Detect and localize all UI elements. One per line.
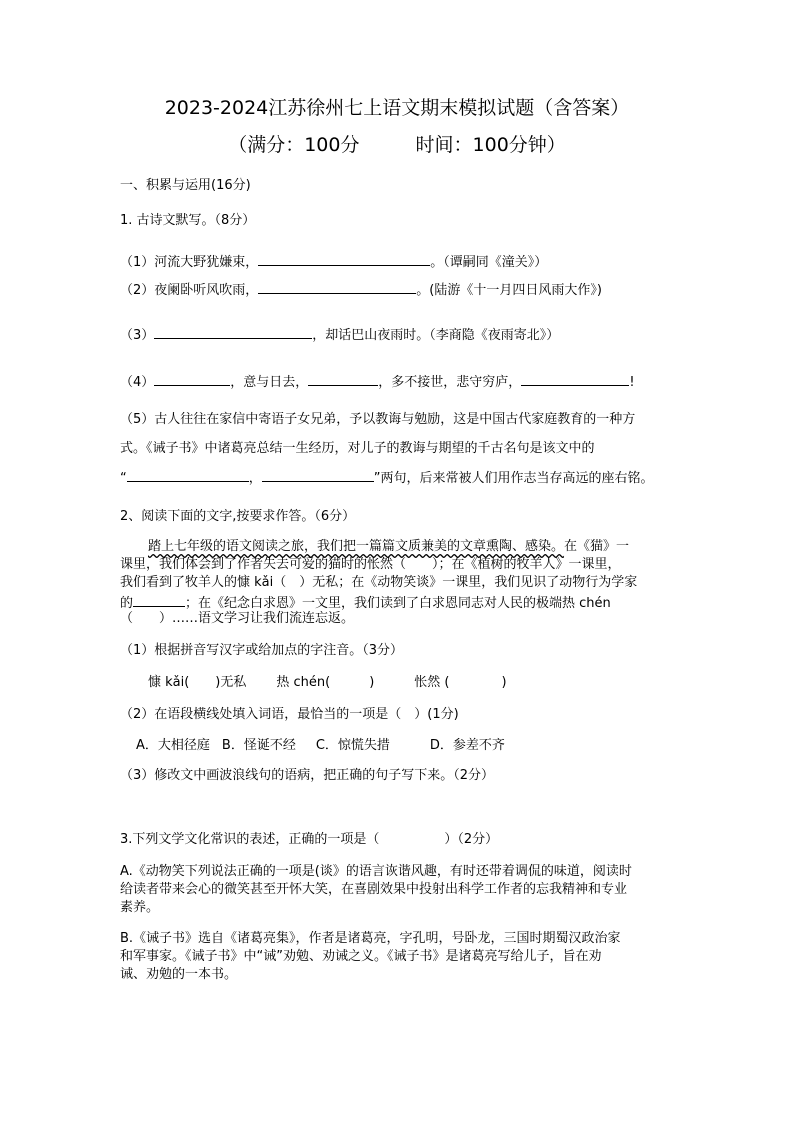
answer-blank[interactable] bbox=[154, 325, 312, 339]
wavy-sentence: 踏上七年级的语文阅读之旅，我们把一篇篇文质兼美的文章熏陶、感染。 bbox=[148, 539, 565, 554]
q1-item-2: （2）夜阑卧听风吹雨， 。(陆游《十一月四日风雨大作》) bbox=[120, 280, 602, 299]
time-limit: 时间：100分钟） bbox=[415, 134, 566, 156]
q1-item-3: （3） ，却话巴山夜雨时。（李商隐《夜雨寄北》） bbox=[120, 325, 559, 344]
option-d[interactable]: D．参差不齐 bbox=[429, 738, 505, 753]
page-subtitle bbox=[0, 133, 794, 157]
option-b[interactable]: B．怪诞不经 bbox=[221, 738, 296, 753]
q2-sub2-stem: （2）在语段横线处填入词语，最恰当的一项是（ ）(1分) bbox=[120, 707, 459, 722]
page-title: 2023-2024江苏徐州七上语文期末模拟试题（含答案） bbox=[164, 97, 630, 119]
q1-item-5-line3: “ ， ”两句，后来常被人们用作志当存高远的座右铭。 bbox=[120, 468, 654, 487]
question-3-stem: 3.下列文学文化常识的表述，正确的一项是（ ）（2分） bbox=[120, 832, 499, 847]
answer-blank[interactable] bbox=[154, 372, 230, 386]
q1-item-4: （4） ，意与日去， ，多不接世，悲守穷庐， ! bbox=[120, 372, 635, 391]
q2-passage-line2: 课里，我们体会到了作者失去可爱的猫时的怅然（ ）；在《植树的牧羊人》一课里， bbox=[120, 557, 621, 572]
q3-option-a-line1: A.《动物笑下列说法正确的一项是(谈》的语言诙谐风趣，有时还带着调侃的味道，阅读时 bbox=[120, 864, 632, 879]
q3-option-a-line2: 给读者带来会心的微笑甚至开怀大笑，在喜剧效果中投射出科学工作者的忘我精神和专业 bbox=[120, 882, 628, 897]
answer-blank[interactable] bbox=[521, 372, 629, 386]
q2-passage-line3: 我们看到了牧羊人的慷 kǎi（ ）无私；在《动物笑谈》一课里，我们见识了动物行为学家 bbox=[120, 575, 638, 590]
q3-option-b-line2: 和军事家。《诫子书》中“诫”劝勉、劝诫之义。《诫子书》是诸葛亮写给儿子，旨在劝 bbox=[120, 949, 602, 964]
q1-item-5-line2: 式。《诫子书》中诸葛亮总结一生经历，对儿子的教诲与期望的千古名句是该文中的 bbox=[120, 441, 595, 456]
q2-passage-line4: 的 ；在《纪念白求恩》一文里，我们读到了白求恩同志对人民的极端热 chén bbox=[120, 593, 611, 612]
answer-blank[interactable] bbox=[258, 280, 416, 294]
q2-sub2-options bbox=[120, 738, 505, 754]
full-score: （满分：100分 bbox=[228, 134, 360, 156]
q2-passage-line1: 踏上七年级的语文阅读之旅，我们把一篇篇文质兼美的文章熏陶、感染。在《猫》一 bbox=[148, 539, 630, 554]
section-heading: 一、积累与运用(16分) bbox=[120, 178, 251, 193]
q1-item-5-line1: （5）古人往往在家信中寄语子女兄弟，予以教诲与勉励，这是中国古代家庭教育的一种方 bbox=[120, 412, 636, 427]
answer-blank[interactable] bbox=[262, 468, 374, 482]
q3-option-b-line1: B.《诫子书》选自《诸葛亮集》，作者是诸葛亮，字孔明，号卧龙，三国时期蜀汉政治家 bbox=[120, 931, 621, 946]
q2-sub1-stem: （1）根据拼音写汉字或给加点的字注音。（3分） bbox=[120, 643, 404, 658]
question-2-stem: 2、阅读下面的文字,按要求作答。（6分） bbox=[120, 509, 356, 524]
q3-option-a-line3: 素养。 bbox=[120, 900, 160, 915]
answer-blank[interactable] bbox=[133, 593, 185, 607]
question-1-stem: 1. 古诗文默写。（8分） bbox=[120, 213, 256, 228]
q2-sub1-answers: 慷 kǎi( )无私 热 chén( ) 怅然 ( ) bbox=[148, 675, 507, 690]
q1-item-1: （1）河流大野犹嫌束， 。（谭嗣同《潼关》） bbox=[120, 252, 547, 271]
answer-blank[interactable] bbox=[127, 468, 249, 482]
q2-sub3-stem: （3）修改文中画波浪线句的语病，把正确的句子写下来。（2分） bbox=[120, 768, 495, 783]
answer-blank[interactable] bbox=[308, 372, 378, 386]
option-c[interactable]: C．惊慌失措 bbox=[315, 738, 390, 753]
q3-option-b-line3: 诫、劝勉的一本书。 bbox=[120, 967, 238, 982]
option-a[interactable]: A．大相径庭 bbox=[136, 738, 210, 753]
answer-blank[interactable] bbox=[258, 252, 430, 266]
q2-passage-line5: （ ）……语文学习让我们流连忘返。 bbox=[120, 611, 355, 626]
